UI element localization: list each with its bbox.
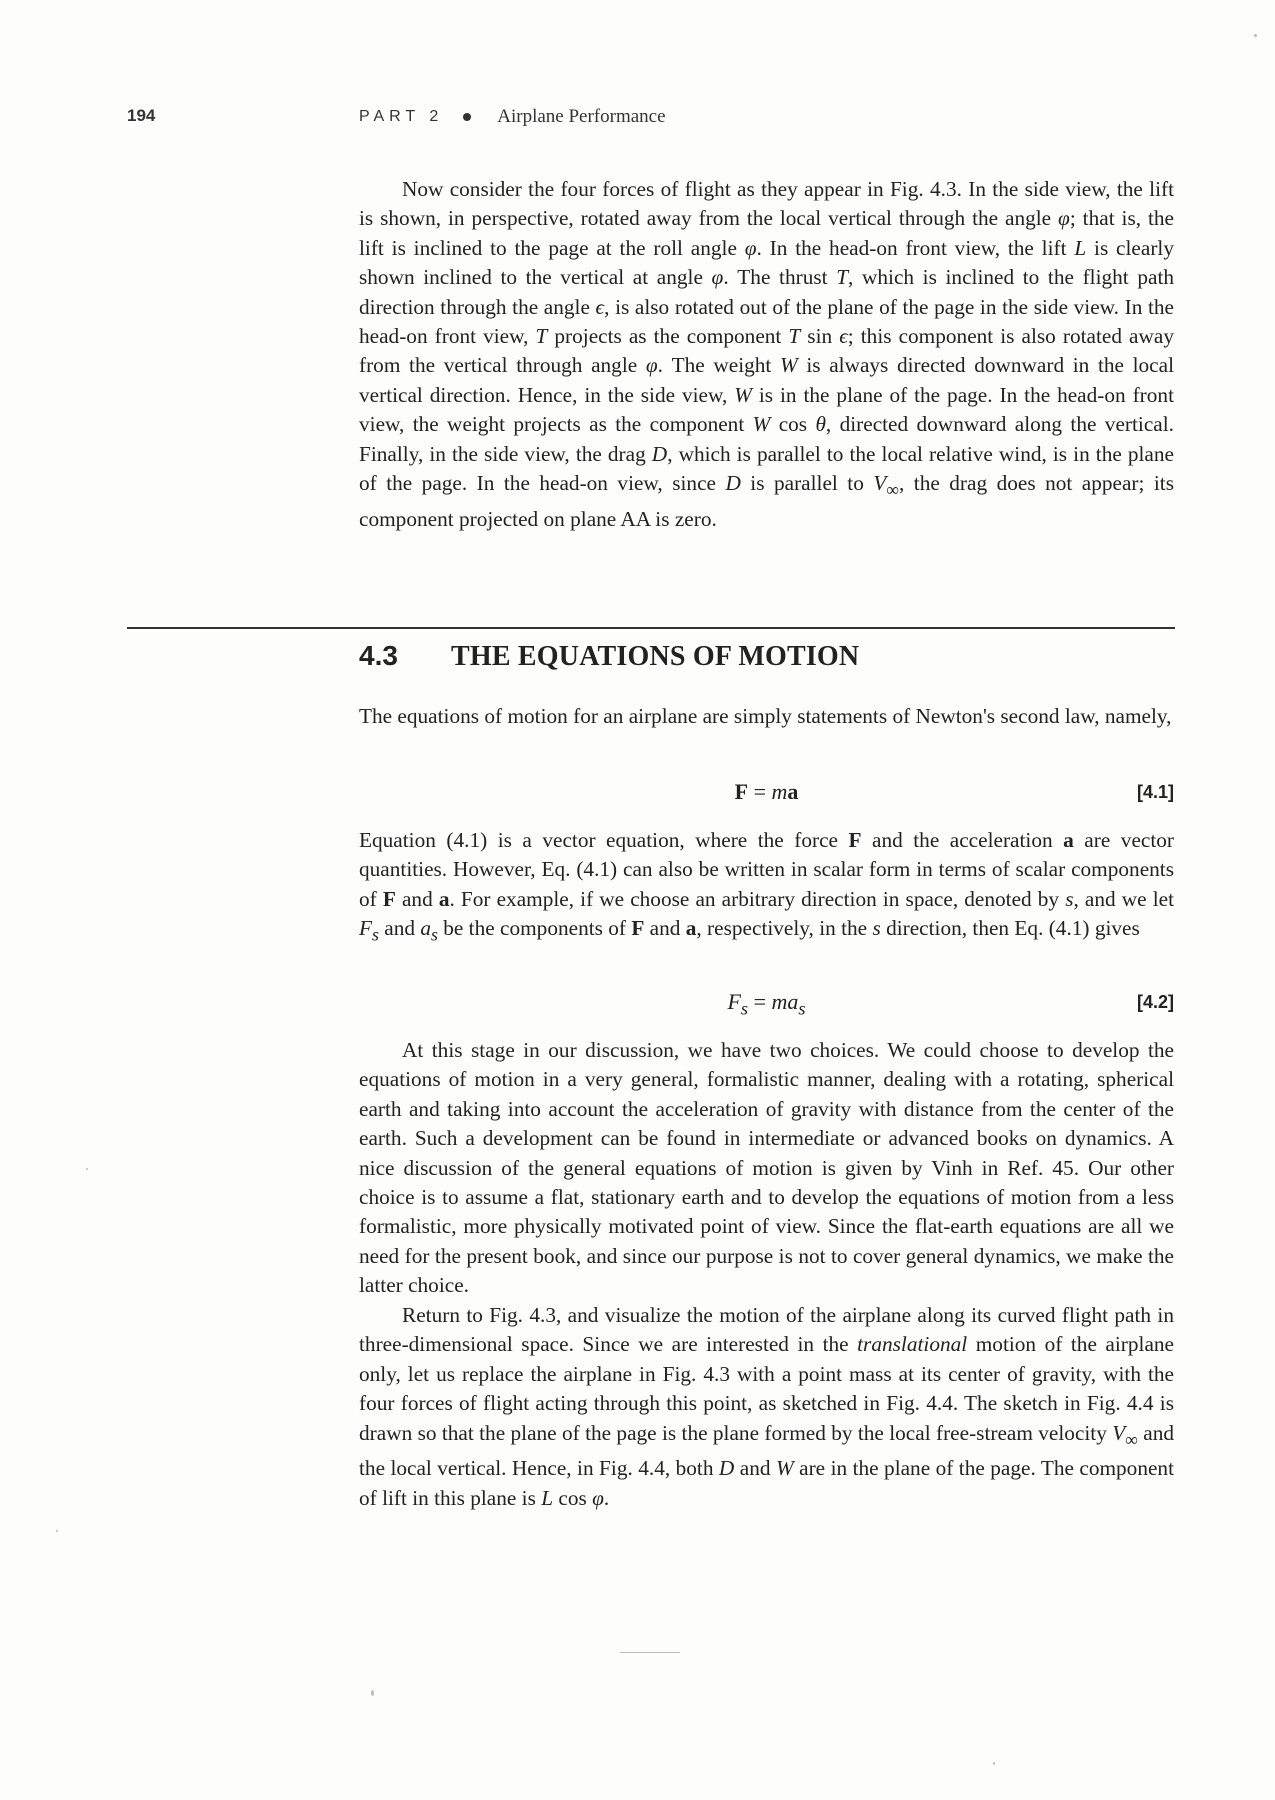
paragraph-four-forces: Now consider the four forces of flight as they appear in Fig. 4.3. In the side view, the lift is shown, in perspective, rotated away from the local vertical through the angle φ; that is, the lift is inclined to the page at the roll angle φ. In the head-on front view, the lift L is clearly shown inclined to the vertical at angle φ. The thrust T, which is inclined to the flight path direction through the angle ϵ, is also rotated out of the plane of the page in the side view. In the head-on front view, T projects as the component T sin ϵ; this component is also rotated away from the vertical through angle φ. The weight W is always directed downward in the local vertical direction. Hence, in the side view, W is in the plane of the page. In the head-on front view, the weight projects as the component W cos θ, directed downward along the vertical. Finally, in the side view, the drag D, which is parallel to the local relative wind, is in the plane of the page. In the head-on view, since D is parallel to $V_\infty$, the drag does not appear; its component projected on plane AA is zero. bbox=[359, 177, 1175, 531]
paragraph-two-choices: At this stage in our discussion, we have two choices. We could choose to develop the equations of motion in a very general, formalistic manner, dealing with a rotating, spherical earth and taking into account the acceleration of gravity with distance from the center of the earth. Such a development can be found in intermediate or advanced books on dynamics. A nice discussion of the general equations of motion is given by Vinh in Ref. 45. Our other choice is to assume a flat, stationary earth and to develop the equations of motion from a less formalistic, more physically motivated point of view. Since the flat-earth equations are all we need for the present book, and since our purpose is not to cover general dynamics, we make the latter choice. bbox=[359, 1038, 1174, 1298]
paragraph-vector-equation: Equation (4.1) is a vector equation, where the force F and the acceleration a are vector quantities. However, Eq. (4.1) can also be written in scalar form in terms of scalar components of F and a. For example, if we choose an arbitrary direction in space, denoted by s, and we let $F_s$ and $a_s$ be the components of F and a, respectively, in the s direction, then Eq. (4.1) gives bbox=[359, 828, 1175, 945]
part-label: PART 2 bbox=[359, 108, 444, 125]
paragraph-point-mass: Return to Fig. 4.3, and visualize the motion of the airplane along its curved flight path in three-dimensional space. Since we are interested in the translational motion of the airplane only, let us replace the airplane in Fig. 4.3 with a point mass at its center of gravity, with the four forces of flight acting through this point, as sketched in Fig. 4.4. The sketch in Fig. 4.4 is drawn so that the plane of the page is the plane formed by the local free-stream velocity $V_\infty$ and the local vertical. Hence, in Fig. 4.4, both D and W are in the plane of the page. The component of lift in this plane is L cos φ. bbox=[359, 1303, 1175, 1510]
scan-speck bbox=[371, 1690, 374, 1696]
paragraph-newton-intro: The equations of motion for an airplane are simply statements of Newton's second law, namely, bbox=[359, 704, 1172, 728]
page-number: 194 bbox=[127, 106, 156, 125]
section-number: 4.3 bbox=[359, 640, 398, 671]
bullet-icon bbox=[463, 113, 471, 121]
equation-4-1-number: [4.1] bbox=[1136, 782, 1174, 802]
scan-speck bbox=[993, 1762, 995, 1765]
chapter-title: Airplane Performance bbox=[497, 106, 666, 127]
equation-4-2-body: $F_s = ma_s$ bbox=[727, 989, 806, 1019]
section-heading bbox=[359, 640, 859, 673]
equation-4-2-number: [4.2] bbox=[1136, 992, 1174, 1012]
equation-4-1 bbox=[359, 779, 1174, 811]
section-title: THE EQUATIONS OF MOTION bbox=[451, 641, 860, 672]
scan-speck bbox=[620, 1652, 680, 1653]
scan-speck bbox=[1254, 34, 1257, 37]
section-divider bbox=[127, 627, 1175, 629]
equation-4-2 bbox=[359, 989, 1174, 1021]
running-head bbox=[359, 106, 666, 128]
scan-speck bbox=[56, 1530, 58, 1532]
equation-4-1-body: F = ma bbox=[734, 779, 799, 804]
scan-speck bbox=[86, 1168, 88, 1170]
